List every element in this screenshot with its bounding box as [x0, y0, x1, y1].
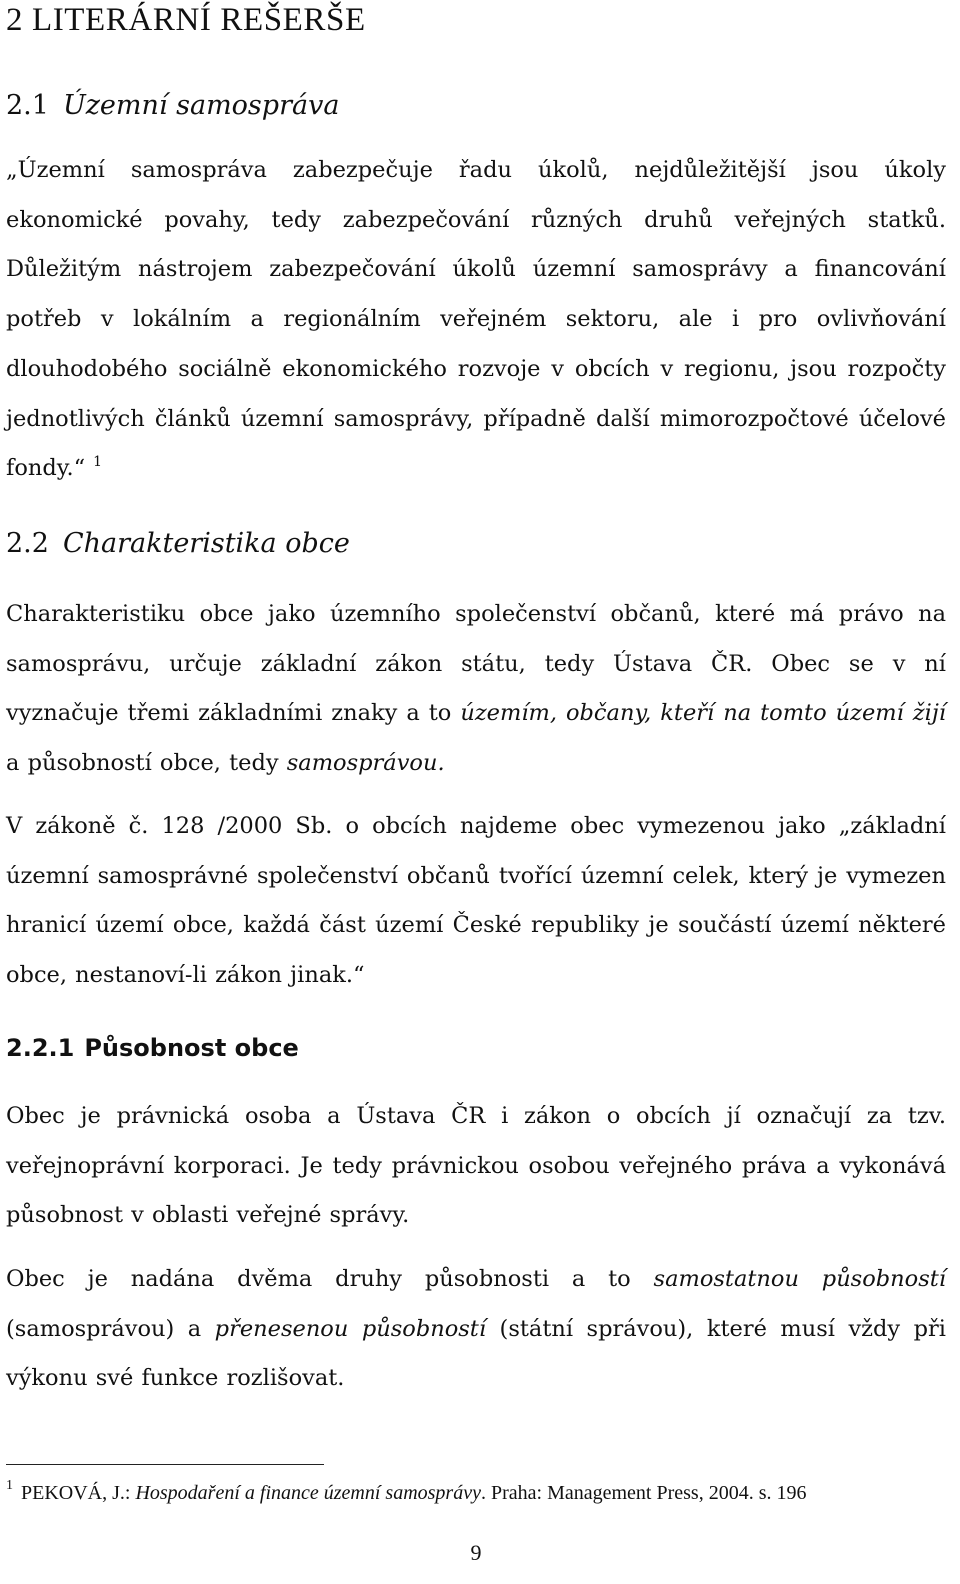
footnote-separator — [6, 1464, 324, 1465]
paragraph-text: Obec je nadána dvěma druhy působnosti a to — [6, 1266, 654, 1292]
page-number: 9 — [470, 1540, 482, 1565]
footnote-reference[interactable]: 1 — [93, 454, 103, 471]
paragraph-text: (státní správou), které musí vždy při výkonu své funkce rozlišovat. — [6, 1315, 946, 1392]
paragraph-text: a působností obce, tedy — [6, 750, 287, 777]
paragraph-druhy-pusobnosti — [6, 1255, 946, 1404]
section-number: 2.2 — [6, 528, 49, 559]
section-title: Územní samospráva — [62, 90, 340, 121]
section-number: 2.2.1 — [6, 1034, 75, 1062]
section-title: Působnost obce — [84, 1034, 299, 1062]
footnote-number: 1 — [6, 1478, 13, 1493]
paragraph-zakon-o-obcich — [6, 802, 946, 1001]
paragraph-text: „Územní samospráva zabezpečuje řadu úkolů, nejdůležitější jsou úkoly ekonomické povahy, tedy zabezpečování různých druhů veřejných statků. Důležitým nástrojem zabezpečování úkolů územní samosprávy a financování potřeb v lokálním a regionálním veřejném sektoru, ale i pro ovlivňování dlouhodobého sociálně ekonomického rozvoje v obcích v regionu, jsou rozpočty jednotlivých článků územní samosprávy, případně další mimorozpočtové účelové fondy.“ — [6, 157, 946, 482]
section-number: 2.1 — [6, 90, 49, 121]
paragraph-text: V zákoně č. 128 /2000 Sb. o obcích najdeme obec vymezenou jako „základní územní samosprávné společenství občanů tvořící územní celek, který je vymezen hranicí území obce, každá část území České republiky je součástí území některé obce, nestanoví-li zákon jinak.“ — [6, 813, 946, 989]
footnote — [6, 1478, 807, 1505]
section-heading-2-2-1 — [6, 1034, 299, 1062]
footnote-author: PEKOVÁ, J.: — [21, 1482, 136, 1504]
emphasis-text: samostatnou působností — [653, 1266, 946, 1292]
paragraph-text: (samosprávou) a — [6, 1315, 215, 1342]
emphasis-text: územím, občany, kteří na tomto území žijí — [460, 700, 946, 727]
footnote-title: Hospodaření a finance územní samosprávy — [135, 1482, 481, 1504]
emphasis-text: samosprávou. — [286, 750, 445, 777]
paragraph-uzemni-samosprava — [6, 146, 946, 494]
section-heading-2-1 — [6, 90, 339, 121]
paragraph-text: Charakteristiku obce jako územního společenství občanů, které má právo na samosprávu, určuje základní zákon státu, tedy Ústava ČR. Obec se v ní vyznačuje třemi základními znaky a to — [6, 601, 946, 727]
footnote-publisher: . Praha: Management Press, 2004. s. 196 — [480, 1482, 807, 1504]
chapter-heading: 2 LITERÁRNÍ REŠERŠE — [6, 2, 366, 38]
section-title: Charakteristika obce — [62, 528, 350, 559]
section-heading-2-2 — [6, 528, 350, 559]
paragraph-text: Obec je právnická osoba a Ústava ČR i zákon o obcích jí označují za tzv. veřejnoprávní korporaci. Je tedy právnickou osobou veřejného práva a vykonává působnost v oblasti veřejné správy. — [6, 1103, 946, 1229]
emphasis-text: přenesenou působností — [214, 1315, 487, 1342]
paragraph-pravnicka-osoba — [6, 1092, 946, 1241]
paragraph-charakteristika — [6, 590, 946, 789]
